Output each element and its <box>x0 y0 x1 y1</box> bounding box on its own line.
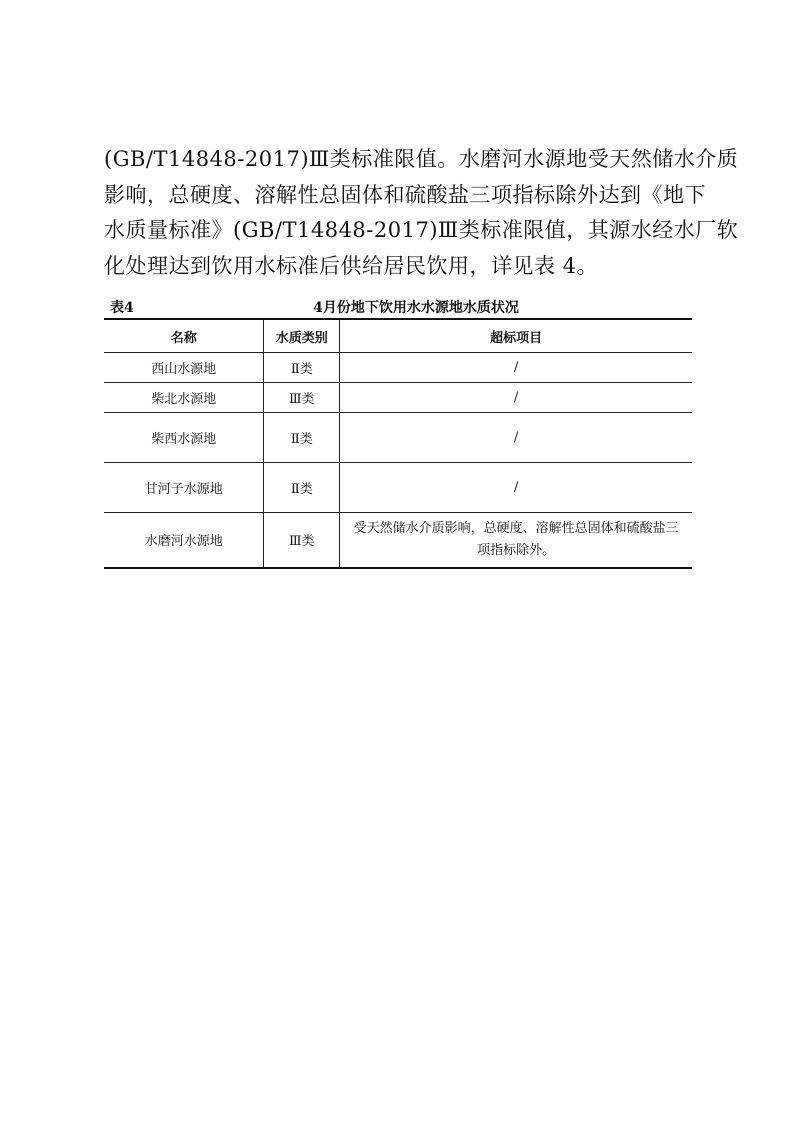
paragraph-line: 水质量标准》(GB/T14848-2017)Ⅲ类标准限值，其源水经水厂软 <box>104 218 739 242</box>
paragraph-line: (GB/T14848-2017)Ⅲ类标准限值。水磨河水源地受天然储水介质 <box>104 147 739 171</box>
cell-name: 柴西水源地 <box>104 413 264 463</box>
cell-category: Ⅲ类 <box>264 383 340 413</box>
table-row <box>104 513 692 568</box>
header-name: 名称 <box>104 319 264 353</box>
table-title: 4月份地下饮用水水源地水质状况 <box>313 300 519 316</box>
table-row <box>104 463 692 513</box>
cell-name: 西山水源地 <box>104 353 264 383</box>
cell-name: 水磨河水源地 <box>104 513 264 568</box>
cell-name: 甘河子水源地 <box>104 463 264 513</box>
table-row <box>104 413 692 463</box>
cell-exceed: / <box>340 413 692 463</box>
paragraph-line: 化处理达到饮用水标准后供给居民饮用，详见表 4。 <box>104 253 599 278</box>
header-category: 水质类别 <box>264 319 340 353</box>
paragraph-line: 影响，总硬度、溶解性总固体和硫酸盐三项指标除外达到《地下 <box>104 182 706 207</box>
cell-category: Ⅱ类 <box>264 413 340 463</box>
cell-exceed: / <box>340 353 692 383</box>
water-quality-table <box>104 318 692 569</box>
cell-exceed: / <box>340 463 692 513</box>
table-row <box>104 383 692 413</box>
body-paragraph <box>104 142 739 284</box>
cell-name: 柴北水源地 <box>104 383 264 413</box>
table-row <box>104 353 692 383</box>
cell-exceed: 受天然储水介质影响，总硬度、溶解性总固体和硫酸盐三项指标除外。 <box>340 513 692 568</box>
cell-category: Ⅲ类 <box>264 513 340 568</box>
cell-category: Ⅱ类 <box>264 353 340 383</box>
cell-category: Ⅱ类 <box>264 463 340 513</box>
table-header-row <box>104 319 692 353</box>
cell-exceed: / <box>340 383 692 413</box>
header-exceed: 超标项目 <box>340 319 692 353</box>
table-caption <box>104 297 692 317</box>
table-label: 表4 <box>110 300 134 316</box>
